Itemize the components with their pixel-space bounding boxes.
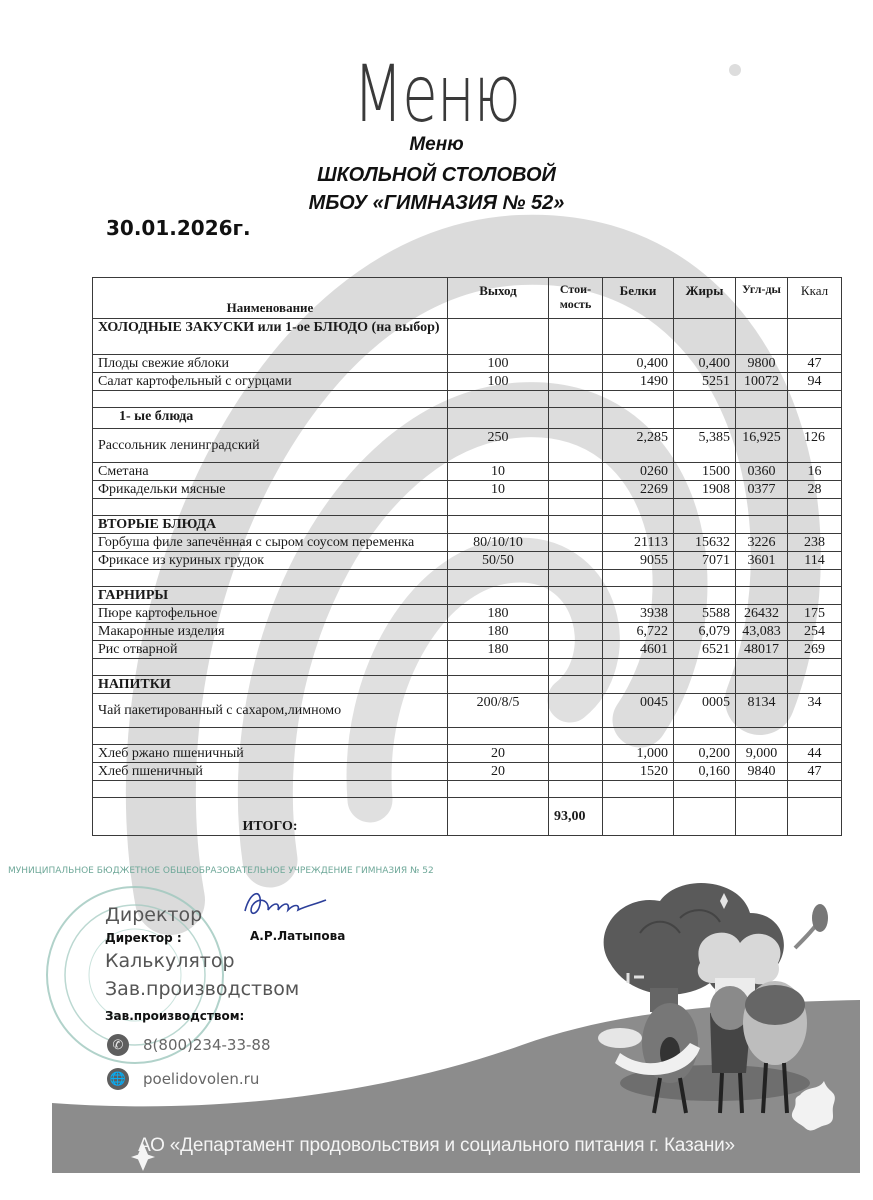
total-label: ИТОГО: — [93, 798, 448, 836]
dish-carbs: 16,925 — [736, 429, 788, 463]
dish-name: Макаронные изделия — [93, 623, 448, 641]
table-header-row — [93, 278, 842, 319]
empty-cell — [788, 659, 842, 676]
dish-carbs: 48017 — [736, 641, 788, 659]
spacer-row — [93, 570, 842, 587]
dish-cost — [549, 623, 603, 641]
dish-fat: 6521 — [674, 641, 736, 659]
dish-fat: 0,160 — [674, 763, 736, 781]
dish-fat: 0,400 — [674, 355, 736, 373]
empty-cell — [674, 570, 736, 587]
table-row — [93, 373, 842, 391]
table-row — [93, 641, 842, 659]
menu-table — [92, 277, 842, 836]
empty-cell — [448, 781, 549, 798]
empty-cell — [736, 319, 788, 355]
spacer-row — [93, 391, 842, 408]
dish-name: Фрикадельки мясные — [93, 481, 448, 499]
empty-cell — [603, 570, 674, 587]
dish-cost — [549, 745, 603, 763]
dish-carbs: 43,083 — [736, 623, 788, 641]
dish-carbs: 9,000 — [736, 745, 788, 763]
director-signature — [240, 886, 330, 926]
empty-cell — [736, 659, 788, 676]
dish-carbs: 3226 — [736, 534, 788, 552]
dish-cost — [549, 481, 603, 499]
empty-cell — [93, 659, 448, 676]
empty-cell — [736, 516, 788, 534]
table-row — [93, 463, 842, 481]
background-director-label: Директор — [105, 904, 203, 926]
dish-output: 80/10/10 — [448, 534, 549, 552]
dish-output: 100 — [448, 355, 549, 373]
dish-name: Рис отварной — [93, 641, 448, 659]
website-link[interactable]: poelidovolen.ru — [143, 1070, 260, 1088]
empty-cell — [603, 408, 674, 429]
total-output-cell — [448, 798, 549, 836]
total-fat-cell — [674, 798, 736, 836]
empty-cell — [93, 391, 448, 408]
table-row — [93, 429, 842, 463]
dish-kcal: 94 — [788, 373, 842, 391]
column-header-output: Выход — [448, 278, 549, 319]
table-row — [93, 745, 842, 763]
empty-cell — [788, 728, 842, 745]
dish-name: Чай пакетированный с сахаром,лимномо — [93, 694, 448, 728]
empty-cell — [674, 408, 736, 429]
empty-cell — [549, 391, 603, 408]
dish-protein: 3938 — [603, 605, 674, 623]
table-row — [93, 605, 842, 623]
director-label: Директор : — [105, 931, 182, 945]
empty-cell — [448, 319, 549, 355]
dish-name: Рассольник ленинградский — [93, 429, 448, 463]
dish-name: Плоды свежие яблоки — [93, 355, 448, 373]
empty-cell — [736, 728, 788, 745]
spacer-row — [93, 499, 842, 516]
spacer-row — [93, 659, 842, 676]
total-cost: 93,00 — [549, 798, 603, 836]
empty-cell — [674, 587, 736, 605]
table-row — [93, 534, 842, 552]
column-header-cost: Стои-мость — [549, 278, 603, 319]
empty-cell — [448, 391, 549, 408]
empty-cell — [788, 499, 842, 516]
dish-kcal: 28 — [788, 481, 842, 499]
dish-kcal: 126 — [788, 429, 842, 463]
dish-name: Горбуша филе запечённая с сыром соусом переменка — [93, 534, 448, 552]
section-row — [93, 408, 842, 429]
dish-fat: 5251 — [674, 373, 736, 391]
dish-cost — [549, 355, 603, 373]
table-row — [93, 763, 842, 781]
dish-fat: 5,385 — [674, 429, 736, 463]
section-row — [93, 587, 842, 605]
empty-cell — [736, 499, 788, 516]
empty-cell — [448, 659, 549, 676]
column-header-carbs: Угл-ды — [736, 278, 788, 319]
dish-cost — [549, 463, 603, 481]
dish-protein: 9055 — [603, 552, 674, 570]
section-row — [93, 516, 842, 534]
canteen-title: ШКОЛЬНОЙ СТОЛОВОЙ — [317, 164, 556, 186]
dish-protein: 1,000 — [603, 745, 674, 763]
empty-cell — [788, 516, 842, 534]
empty-cell — [549, 499, 603, 516]
dish-carbs: 0360 — [736, 463, 788, 481]
total-kcal-cell — [788, 798, 842, 836]
empty-cell — [603, 676, 674, 694]
dish-cost — [549, 763, 603, 781]
table-row — [93, 355, 842, 373]
empty-cell — [736, 570, 788, 587]
empty-cell — [448, 676, 549, 694]
dish-kcal: 47 — [788, 763, 842, 781]
empty-cell — [674, 319, 736, 355]
empty-cell — [674, 728, 736, 745]
empty-cell — [674, 676, 736, 694]
dish-name: Салат картофельный с огурцами — [93, 373, 448, 391]
empty-cell — [603, 499, 674, 516]
empty-cell — [736, 676, 788, 694]
background-production-label: Зав.производством — [105, 978, 300, 1000]
empty-cell — [788, 391, 842, 408]
dish-carbs: 10072 — [736, 373, 788, 391]
empty-cell — [448, 499, 549, 516]
globe-icon: 🌐 — [107, 1068, 129, 1090]
dish-name: Сметана — [93, 463, 448, 481]
dish-kcal: 34 — [788, 694, 842, 728]
dish-kcal: 47 — [788, 355, 842, 373]
dish-carbs: 0377 — [736, 481, 788, 499]
empty-cell — [603, 728, 674, 745]
dish-protein: 1520 — [603, 763, 674, 781]
table-row — [93, 552, 842, 570]
dish-protein: 6,722 — [603, 623, 674, 641]
dish-output: 200/8/5 — [448, 694, 549, 728]
school-title: МБОУ «ГИМНАЗИЯ № 52» — [308, 192, 565, 214]
dish-carbs: 9800 — [736, 355, 788, 373]
dish-protein: 21113 — [603, 534, 674, 552]
dish-protein: 4601 — [603, 641, 674, 659]
total-carbs-cell — [736, 798, 788, 836]
total-protein-cell — [603, 798, 674, 836]
dish-cost — [549, 605, 603, 623]
dish-output: 10 — [448, 481, 549, 499]
empty-cell — [603, 659, 674, 676]
background-calculator-label: Калькулятор — [105, 950, 235, 972]
empty-cell — [788, 570, 842, 587]
dish-output: 10 — [448, 463, 549, 481]
section-row — [93, 319, 842, 355]
dish-name: Хлеб ржано пшеничный — [93, 745, 448, 763]
dish-kcal: 254 — [788, 623, 842, 641]
section-title: ГАРНИРЫ — [93, 587, 448, 605]
table-row — [93, 623, 842, 641]
dish-carbs: 9840 — [736, 763, 788, 781]
empty-cell — [549, 587, 603, 605]
empty-cell — [736, 391, 788, 408]
empty-cell — [788, 587, 842, 605]
empty-cell — [93, 728, 448, 745]
empty-cell — [674, 499, 736, 516]
empty-cell — [448, 570, 549, 587]
dish-fat: 6,079 — [674, 623, 736, 641]
handwritten-title: Меню — [353, 48, 520, 140]
vegetable-chefs-illustration — [570, 873, 830, 1123]
empty-cell — [549, 728, 603, 745]
dish-name: Хлеб пшеничный — [93, 763, 448, 781]
dish-output: 180 — [448, 641, 549, 659]
empty-cell — [93, 781, 448, 798]
empty-cell — [549, 781, 603, 798]
dish-protein: 0260 — [603, 463, 674, 481]
empty-cell — [549, 570, 603, 587]
empty-cell — [448, 516, 549, 534]
dish-cost — [549, 694, 603, 728]
dish-carbs: 3601 — [736, 552, 788, 570]
organization-footer: АО «Департамент продовольствия и социального питания г. Казани» — [138, 1135, 735, 1156]
table-row — [93, 481, 842, 499]
dish-kcal: 44 — [788, 745, 842, 763]
dish-cost — [549, 641, 603, 659]
dish-protein: 0,400 — [603, 355, 674, 373]
empty-cell — [549, 659, 603, 676]
phone-number: 8(800)234-33-88 — [143, 1036, 271, 1054]
dish-fat: 1908 — [674, 481, 736, 499]
dish-protein: 0045 — [603, 694, 674, 728]
empty-cell — [603, 587, 674, 605]
empty-cell — [788, 319, 842, 355]
empty-cell — [788, 408, 842, 429]
dish-fat: 1500 — [674, 463, 736, 481]
column-header-kcal: Ккал — [788, 278, 842, 319]
dish-output: 250 — [448, 429, 549, 463]
column-header-fat: Жиры — [674, 278, 736, 319]
dish-fat: 15632 — [674, 534, 736, 552]
dish-carbs: 26432 — [736, 605, 788, 623]
empty-cell — [788, 676, 842, 694]
director-name: А.Р.Латыпова — [250, 929, 346, 943]
dish-protein: 2269 — [603, 481, 674, 499]
phone-icon: ✆ — [107, 1034, 129, 1056]
empty-cell — [549, 408, 603, 429]
empty-cell — [736, 408, 788, 429]
empty-cell — [736, 781, 788, 798]
dish-fat: 5588 — [674, 605, 736, 623]
empty-cell — [788, 781, 842, 798]
dish-cost — [549, 429, 603, 463]
dish-output: 180 — [448, 623, 549, 641]
empty-cell — [93, 570, 448, 587]
dish-fat: 0005 — [674, 694, 736, 728]
empty-cell — [674, 781, 736, 798]
empty-cell — [674, 659, 736, 676]
empty-cell — [603, 319, 674, 355]
dish-output: 20 — [448, 745, 549, 763]
dish-fat: 0,200 — [674, 745, 736, 763]
section-title: НАПИТКИ — [93, 676, 448, 694]
dish-carbs: 8134 — [736, 694, 788, 728]
dish-protein: 1490 — [603, 373, 674, 391]
dish-kcal: 114 — [788, 552, 842, 570]
dish-kcal: 238 — [788, 534, 842, 552]
empty-cell — [603, 516, 674, 534]
dish-cost — [549, 373, 603, 391]
dish-output: 180 — [448, 605, 549, 623]
empty-cell — [603, 781, 674, 798]
dish-output: 100 — [448, 373, 549, 391]
table-row — [93, 694, 842, 728]
dish-output: 50/50 — [448, 552, 549, 570]
dish-name: Пюре картофельное — [93, 605, 448, 623]
section-title: ВТОРЫЕ БЛЮДА — [93, 516, 448, 534]
dish-cost — [549, 552, 603, 570]
empty-cell — [674, 391, 736, 408]
stamp-text: МУНИЦИПАЛЬНОЕ БЮДЖЕТНОЕ ОБЩЕОБРАЗОВАТЕЛЬНОЕ УЧРЕЖДЕНИЕ ГИМНАЗИЯ № 52 — [8, 866, 434, 876]
section-row — [93, 676, 842, 694]
empty-cell — [549, 319, 603, 355]
empty-cell — [674, 516, 736, 534]
spacer-row — [93, 728, 842, 745]
dish-output: 20 — [448, 763, 549, 781]
empty-cell — [93, 499, 448, 516]
empty-cell — [448, 408, 549, 429]
dish-kcal: 269 — [788, 641, 842, 659]
dish-protein: 2,285 — [603, 429, 674, 463]
section-title: ХОЛОДНЫЕ ЗАКУСКИ или 1-ое БЛЮДО (на выбор) — [93, 319, 448, 355]
dish-kcal: 16 — [788, 463, 842, 481]
empty-cell — [736, 587, 788, 605]
empty-cell — [549, 676, 603, 694]
dish-name: Фрикасе из куриных грудок — [93, 552, 448, 570]
dish-fat: 7071 — [674, 552, 736, 570]
menu-date: 30.01.2026г. — [106, 216, 251, 240]
column-header-protein: Белки — [603, 278, 674, 319]
empty-cell — [448, 587, 549, 605]
dish-kcal: 175 — [788, 605, 842, 623]
empty-cell — [549, 516, 603, 534]
production-manager-label: Зав.производством: — [105, 1009, 245, 1023]
empty-cell — [603, 391, 674, 408]
section-title: 1- ые блюда — [93, 408, 448, 429]
dish-cost — [549, 534, 603, 552]
spacer-row — [93, 781, 842, 798]
menu-subtitle: Меню — [409, 134, 464, 155]
total-row — [93, 798, 842, 836]
empty-cell — [448, 728, 549, 745]
column-header-name: Наименование — [93, 278, 448, 319]
